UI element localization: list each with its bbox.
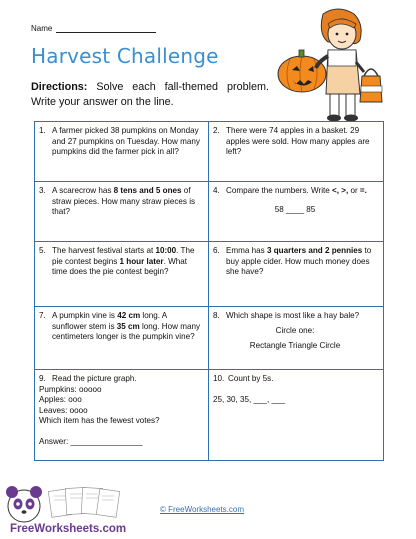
question-number: 6. (213, 246, 220, 255)
question-text: A farmer picked 38 pumpkins on Monday and 27 pumpkins on Tuesday. How many pumpkins did the farmer pick in all? (52, 126, 200, 157)
questions-row-4 (35, 307, 383, 370)
question-2 (209, 122, 383, 181)
compare-numbers: 58 ____ 85 (274, 204, 316, 214)
question-text: A pumpkin vine is 42 cm long. A sunflower stem is 35 cm long. How many centimeters longer is the pumpkin vine? (52, 311, 201, 342)
name-line[interactable] (56, 25, 156, 33)
question-text: Count by 5s. (228, 374, 274, 383)
logo-text: FreeWorksheets.com (10, 523, 127, 535)
question-number: 5. (39, 246, 46, 255)
questions-grid (34, 121, 384, 461)
directions-text: Solve each fall-themed problem. Write your answer on the line. (31, 81, 269, 108)
question-3 (35, 182, 209, 241)
circle-one-label: Circle one: (275, 325, 315, 335)
question-text: There were 74 apples in a basket. 29 apples were sold. How many apples are left? (226, 126, 370, 157)
name-field[interactable] (31, 24, 156, 33)
question-number: 2. (213, 126, 220, 135)
questions-row-3 (35, 242, 383, 307)
panda-icon (6, 486, 42, 522)
question-4 (209, 182, 383, 241)
count-sequence[interactable]: 25, 30, 35, ___, ___ (213, 394, 286, 404)
question-8 (209, 307, 383, 369)
graph-line: Apples: ooo (39, 395, 82, 405)
questions-row-2 (35, 182, 383, 242)
question-text: The harvest festival starts at 10:00. The pie contest begins 1 hour later. What time does the pie contest begin? (52, 246, 195, 277)
footer-link[interactable]: © FreeWorksheets.com (160, 505, 244, 514)
name-label: Name (31, 24, 53, 33)
question-text: Which shape is most like a hay bale? (226, 311, 360, 320)
question-1 (35, 122, 209, 181)
child-with-pumpkin-illustration (268, 6, 388, 124)
question-text: A scarecrow has 8 tens and 5 ones of straw pieces. How many straw pieces is that? (52, 186, 196, 217)
question-number: 8. (213, 311, 220, 320)
questions-row-5 (35, 370, 383, 460)
question-number: 7. (39, 311, 46, 320)
page-title: Harvest Challenge (31, 44, 219, 68)
graph-line: Leaves: oooo (39, 405, 88, 415)
question-number: 9. (39, 374, 46, 383)
directions-label: Directions: (31, 81, 88, 93)
directions (31, 80, 269, 109)
graph-question: Which item has the fewest votes? (39, 416, 160, 426)
question-number: 4. (213, 186, 220, 195)
question-10 (209, 370, 383, 460)
freeworksheets-logo (4, 482, 154, 538)
question-number: 1. (39, 126, 46, 135)
question-text: Emma has 3 quarters and 2 pennies to buy apple cider. How much money does she have? (226, 246, 372, 277)
question-6 (209, 242, 383, 306)
question-text: Compare the numbers. Write <, >, or =. (226, 186, 367, 195)
question-number: 10. (213, 374, 225, 383)
question-7 (35, 307, 209, 369)
answer-line[interactable]: Answer: ________________ (39, 436, 143, 446)
questions-row-1 (35, 122, 383, 182)
question-text: Read the picture graph. (52, 374, 137, 383)
question-9 (35, 370, 209, 460)
shape-options[interactable]: Rectangle Triangle Circle (249, 341, 341, 351)
worksheet-thumbnails-icon (48, 487, 119, 517)
graph-line: Pumpkins: ooooo (39, 384, 102, 394)
question-5 (35, 242, 209, 306)
question-number: 3. (39, 186, 46, 195)
